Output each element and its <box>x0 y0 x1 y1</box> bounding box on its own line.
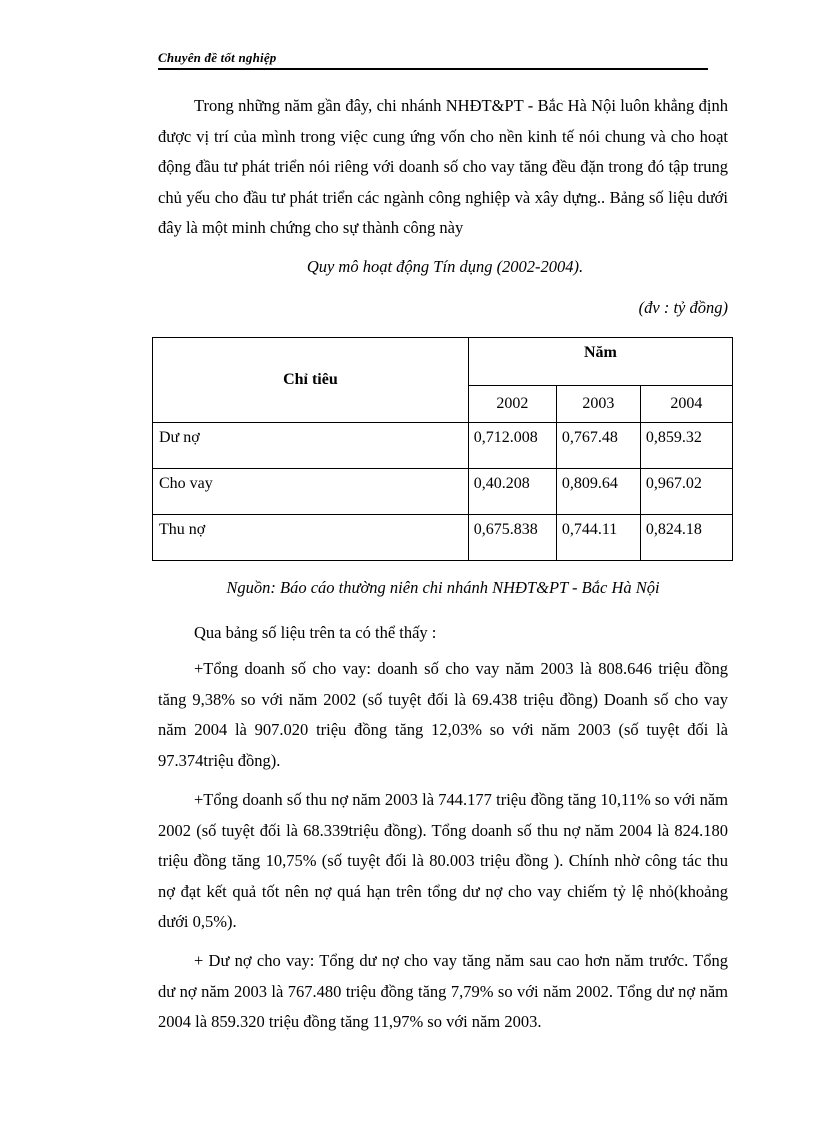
table-cell: 0,40.208 <box>468 469 556 515</box>
table-cell: 0,824.18 <box>640 515 732 561</box>
analysis-point-loans: +Tổng doanh số cho vay: doanh số cho vay năm 2003 là 808.646 triệu đồng tăng 9,38% so với năm 2002 (số tuyệt đối là 69.438 triệu đồng) Doanh số cho vay năm 2004 là 907.020 triệu đồng tăng 12,03% so với năm 2003 (số tuyệt đối là 97.374triệu đồng). <box>158 659 728 770</box>
header-chi-tieu: Chỉ tiêu <box>153 338 469 423</box>
table-cell: 0,675.838 <box>468 515 556 561</box>
table-cell: 0,859.32 <box>640 423 732 469</box>
table-row <box>153 515 733 561</box>
analysis-point-collections: +Tổng doanh số thu nợ năm 2003 là 744.177 triệu đồng tăng 10,11% so với năm 2002 (số tuyệt đối là 68.339triệu đồng). Tổng doanh số thu nợ năm 2004 là 824.180 triệu đồng tăng 10,75% (số tuyệt đối là 80.003 triệu đồng ). Chính nhờ công tác thu nợ đạt kết quả tốt nên nợ quá hạn trên tổng dư nợ cho vay chiếm tỷ lệ nhỏ(khoảng dưới 0,5%). <box>158 790 728 931</box>
table-caption: Quy mô hoạt động Tín dụng (2002-2004). <box>306 257 584 276</box>
table-header-row <box>153 338 733 386</box>
table-row <box>153 469 733 515</box>
header-year: 2002 <box>468 386 556 423</box>
analysis-point-outstanding: + Dư nợ cho vay: Tổng dư nợ cho vay tăng năm sau cao hơn năm trước. Tổng dư nợ năm 2003 là 767.480 triệu đồng tăng 7,79% so với năm 2002. Tổng dư nợ năm 2004 là 859.320 triệu đồng tăng 11,97% so với năm 2003. <box>158 951 728 1031</box>
credit-table <box>152 337 733 561</box>
table-cell: 0,712.008 <box>468 423 556 469</box>
table-cell: 0,967.02 <box>640 469 732 515</box>
analysis-intro: Qua bảng số liệu trên ta có thể thấy : <box>194 623 437 642</box>
table-source: Nguồn: Báo cáo thường niên chi nhánh NHĐT&PT - Bắc Hà Nội <box>226 578 660 597</box>
table-unit: (đv : tỷ đồng) <box>638 298 728 317</box>
table-cell: 0,809.64 <box>556 469 640 515</box>
row-label: Dư nợ <box>153 423 469 469</box>
header-nam: Năm <box>468 338 732 386</box>
row-label: Cho vay <box>153 469 469 515</box>
table-cell: 0,744.11 <box>556 515 640 561</box>
header-year: 2004 <box>640 386 732 423</box>
page-header <box>158 50 708 70</box>
table-cell: 0,767.48 <box>556 423 640 469</box>
table-row <box>153 423 733 469</box>
row-label: Thu nợ <box>153 515 469 561</box>
intro-paragraph: Trong những năm gần đây, chi nhánh NHĐT&PT - Bắc Hà Nội luôn khẳng định được vị trí của mình trong việc cung ứng vốn cho nền kinh tế nói chung và cho hoạt động đầu tư phát triển nói riêng với doanh số cho vay tăng đều đặn trong đó tập trung chủ yếu cho đầu tư phát triển các ngành công nghiệp và xây dựng.. Bảng số liệu dưới đây là một minh chứng cho sự thành công này <box>158 96 728 237</box>
header-title: Chuyên đề tốt nghiệp <box>158 50 277 65</box>
header-year: 2003 <box>556 386 640 423</box>
